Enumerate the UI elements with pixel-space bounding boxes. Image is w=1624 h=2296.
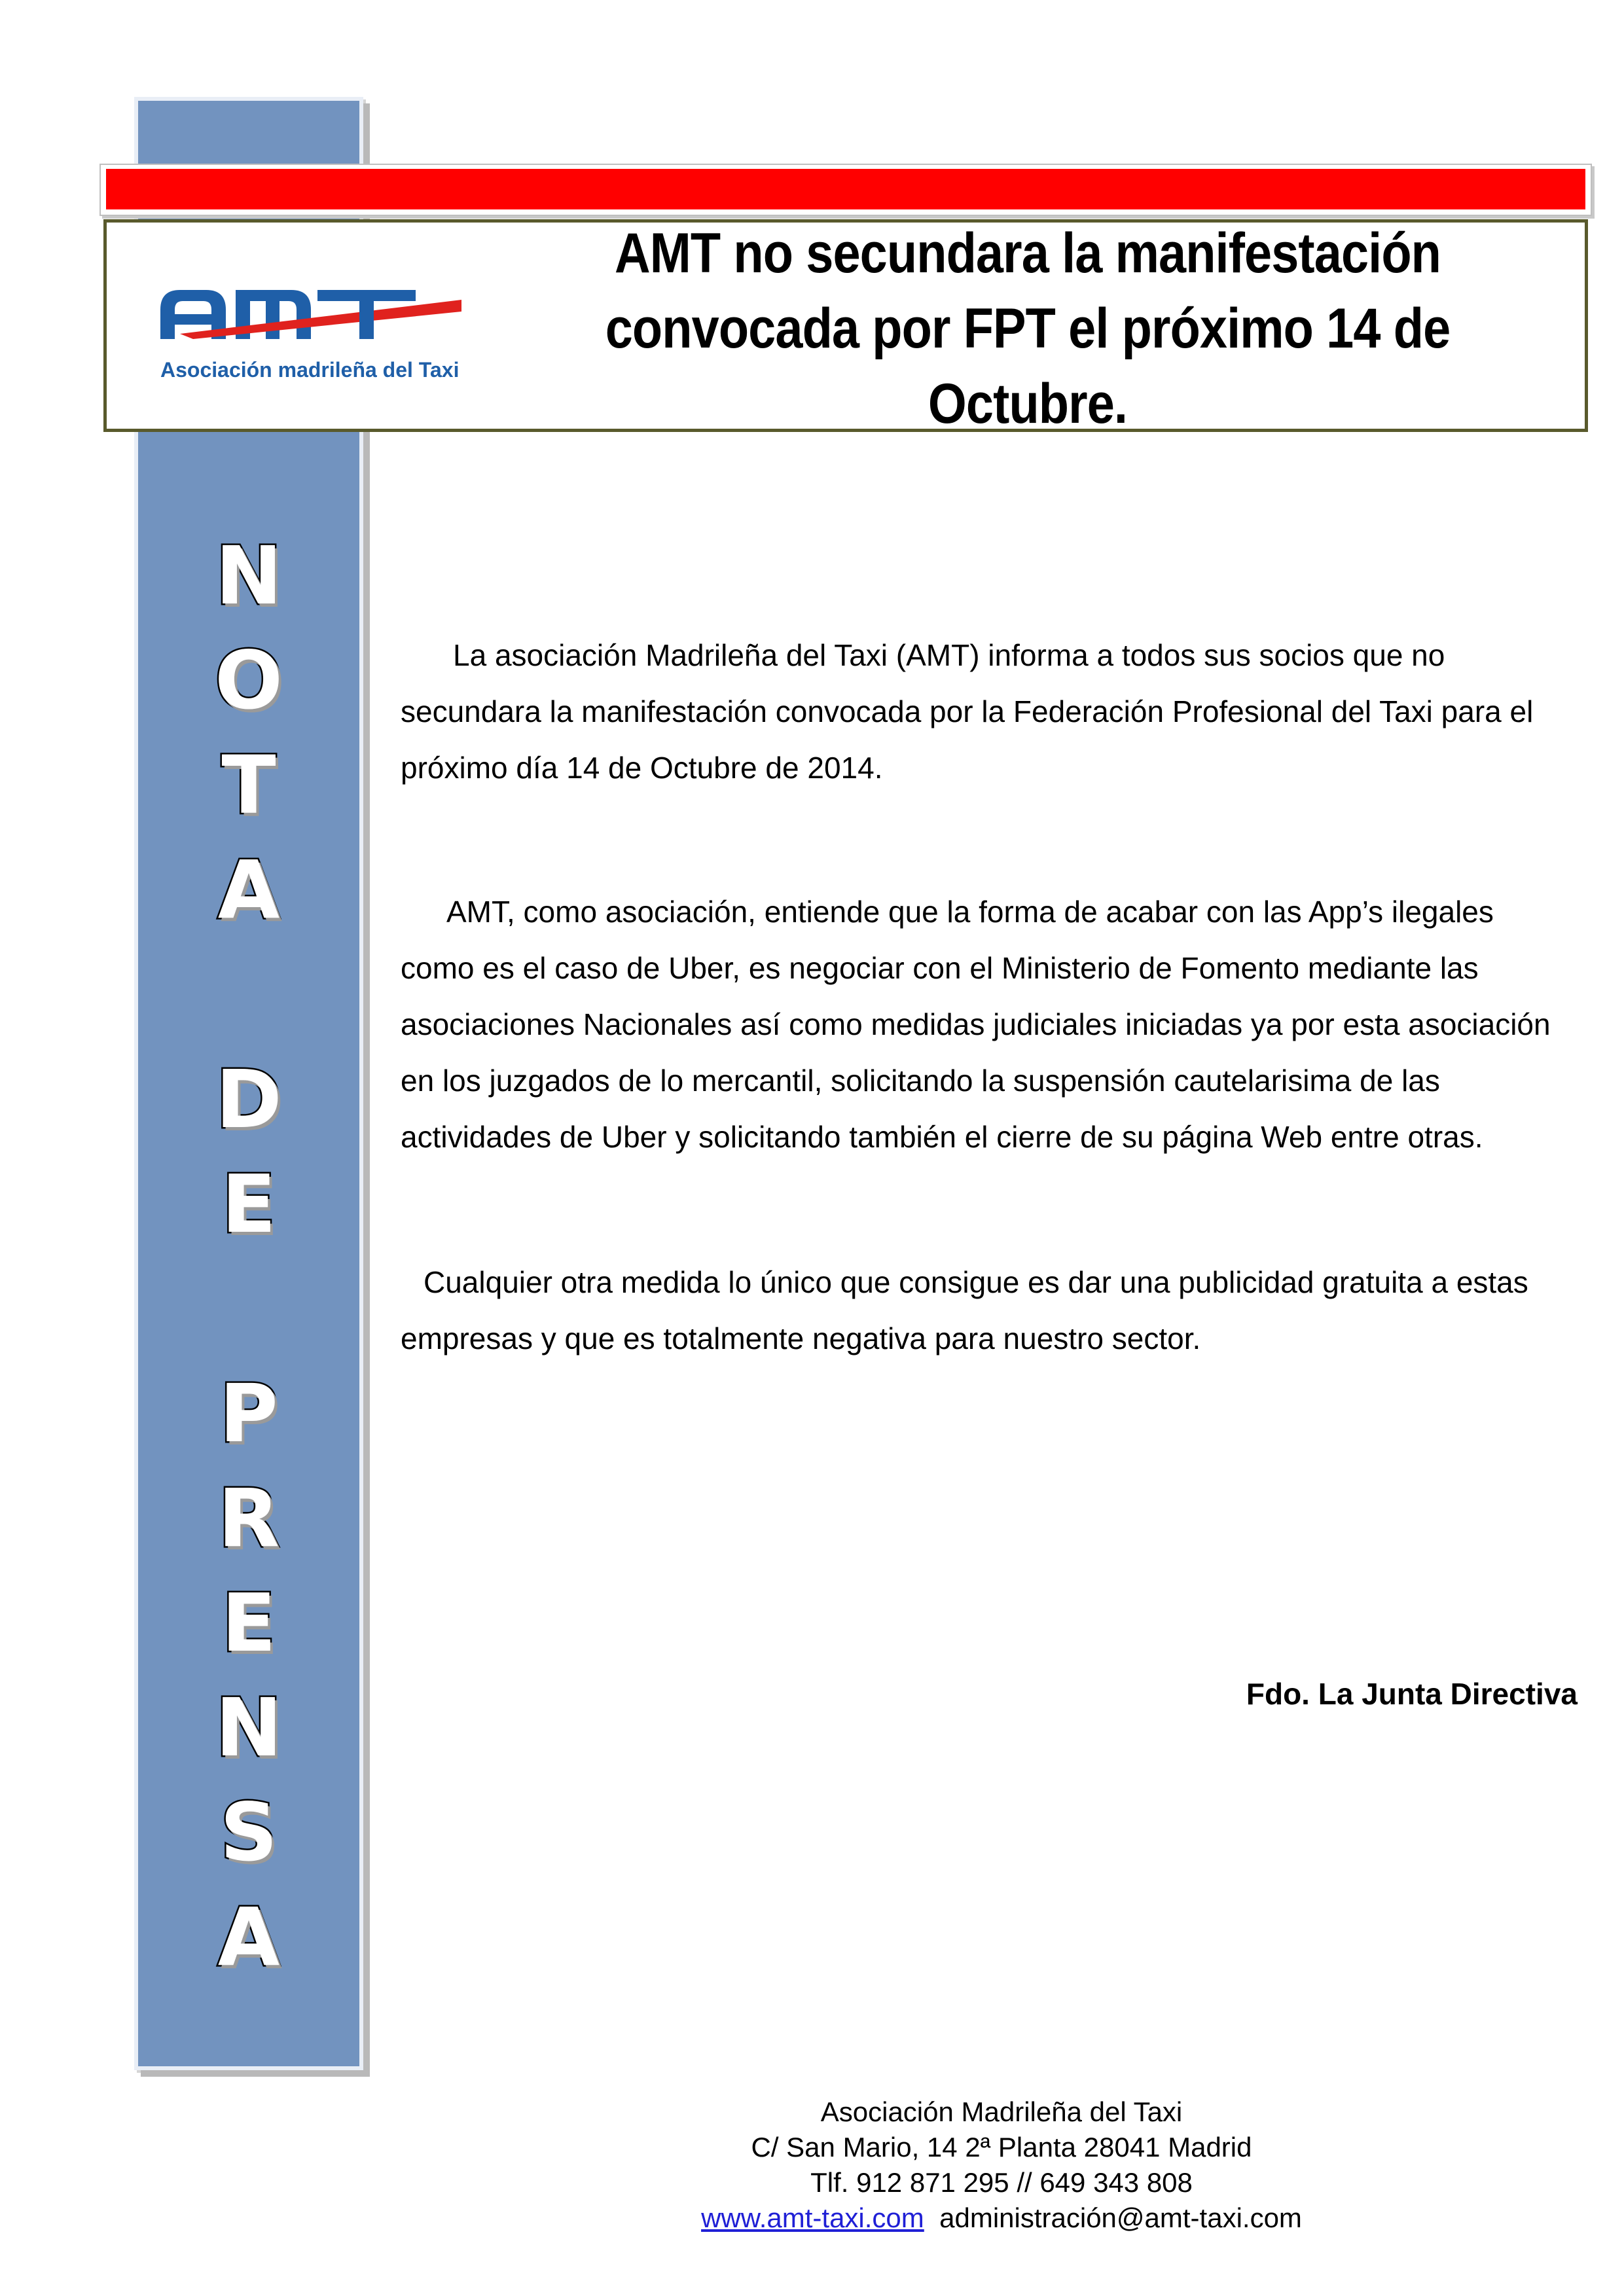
footer-address: C/ San Mario, 14 2ª Planta 28041 Madrid (751, 2132, 1252, 2162)
headline-line-1: AMT no secundara la manifestación (614, 222, 1441, 285)
banner-letter: T (221, 739, 276, 832)
body-paragraph-1: La asociación Madrileña del Taxi (AMT) informa a todos sus socios que no secundara la manifestación convocada por la Federación Profesional del Taxi para el próximo día 14 de Octubre de 2014. (401, 638, 1534, 785)
banner-letter: A (217, 1891, 280, 1984)
footer-links (576, 2200, 1427, 2236)
amt-logo (154, 260, 494, 391)
website-link[interactable]: www.amt-taxi.com (701, 2202, 924, 2233)
press-body (401, 627, 1572, 1367)
banner-letter: P (219, 1367, 278, 1460)
banner-letters (134, 524, 363, 1990)
banner-letter: N (215, 1681, 283, 1774)
headline-line-3: Octubre. (928, 372, 1128, 435)
body-paragraph-3: Cualquier otra medida lo único que consigue es dar una publicidad gratuita a estas empresas y que es totalmente negativa para nuestro sector. (401, 1265, 1528, 1355)
banner-letter: N (215, 529, 283, 622)
banner-letter: D (215, 1053, 282, 1146)
red-bar (106, 169, 1585, 209)
footer-name: Asociación Madrileña del Taxi (820, 2096, 1183, 2127)
body-paragraph-2: AMT, como asociación, entiende que la forma de acabar con las App’s ilegales como es el caso de Uber, es negociar con el Ministerio de Fomento mediante las asociaciones Nacionales así como medidas judiciales iniciadas ya por esta asociación en los juzgados de lo mercantil, solicitando la suspensión cautelarisima de las actividades de Uber y solicitando también el cierre de su página Web entre otras. (401, 895, 1551, 1154)
footer-email: administración@amt-taxi.com (939, 2202, 1302, 2233)
banner-letter: S (220, 1786, 278, 1879)
headline-line-2: convocada por FPT el próximo 14 de (605, 297, 1451, 360)
signature: Fdo. La Junta Directiva (1246, 1677, 1578, 1711)
footer-contact (576, 2094, 1427, 2236)
banner-letter: E (221, 1158, 276, 1251)
banner-letter: E (221, 1577, 276, 1670)
banner-letter: R (218, 1472, 280, 1565)
banner-letter: O (215, 634, 283, 727)
logo-tagline: Asociación madrileña del Taxi (160, 358, 460, 382)
footer-phone: Tlf. 912 871 295 // 649 343 808 (810, 2167, 1193, 2198)
press-headline (596, 216, 1460, 442)
banner-letter: A (217, 844, 280, 937)
